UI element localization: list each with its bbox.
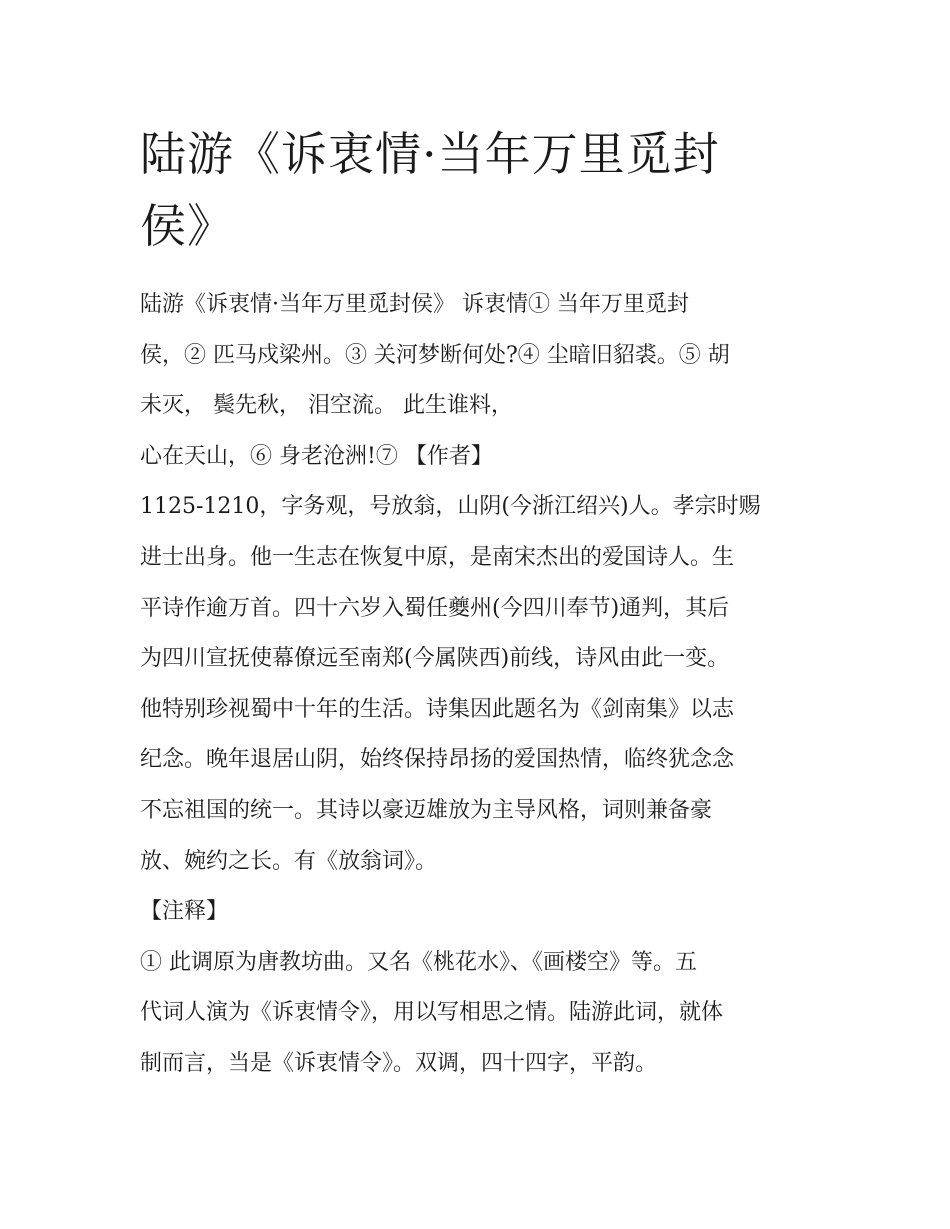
body-line-14: ① 此调原为唐教坊曲。又名《桃花水》、《画楼空》等。五 (140, 949, 697, 975)
body-line-3: 未灭， 鬓先秋， 泪空流。 此生谁料， (140, 393, 513, 419)
section-heading-notes: 【注释】 (140, 899, 229, 925)
body-line-12: 放、婉约之长。有《放翁词》。 (140, 848, 438, 874)
body-line-10: 纪念。晚年退居山阴，始终保持昂扬的爱国热情，临终犹念念 (140, 747, 735, 773)
body-line-6: 进士出身。他一生志在恢复中原，是南宋杰出的爱国诗人。生 (140, 544, 735, 570)
body-line-11: 不忘祖国的统一。其诗以豪迈雄放为主导风格，词则兼备豪 (140, 797, 713, 823)
body-line-9: 他特别珍视蜀中十年的生活。诗集因此题名为《剑南集》以志 (140, 696, 735, 722)
body-line-7: 平诗作逾万首。四十六岁入蜀任夔州(今四川奉节)通判，其后 (140, 595, 730, 621)
body-line-16: 制而言，当是《诉衷情令》。双调，四十四字，平韵。 (140, 1050, 658, 1076)
body-line-8: 为四川宣抚使幕僚远至南郑(今属陕西)前线，诗风由此一变。 (140, 646, 730, 672)
body-line-2: 侯，② 匹马戍梁州。③ 关河梦断何处?④ 尘暗旧貂裘。⑤ 胡 (140, 342, 730, 368)
document-body (140, 280, 820, 1090)
body-line-1: 陆游《诉衷情·当年万里觅封侯》 诉衷情① 当年万里觅封 (140, 292, 689, 317)
body-line-15: 代词人演为《诉衷情令》，用以写相思之情。陆游此词，就体 (140, 1000, 724, 1026)
document-title: 陆游《诉衷情·当年万里觅封侯》 (140, 127, 720, 253)
document-page (140, 118, 820, 1090)
body-line-5: 1125-1210，字务观，号放翁，山阴(今浙江绍兴)人。孝宗时赐 (140, 494, 761, 520)
body-line-4: 心在天山，⑥ 身老沧洲!⑦ 【作者】 (140, 443, 493, 469)
